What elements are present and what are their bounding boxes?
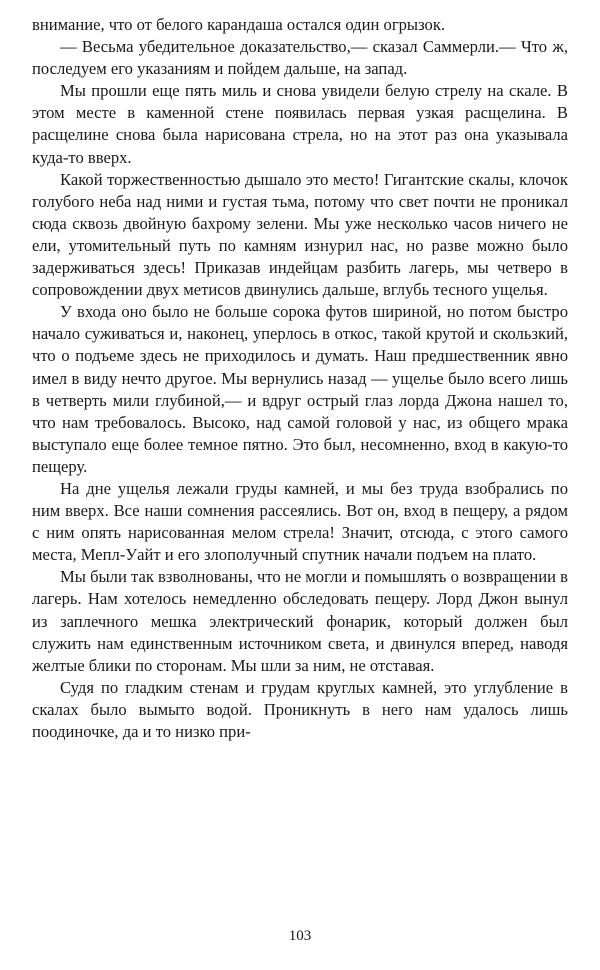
paragraph-excited: Мы были так взволнованы, что не могли и помышлять о возвращении в лагерь. Нам хотелось немедленно обследовать пещеру. Лорд Джон вынул из заплечного мешка электрический фонарик, который должен был служить нам единственным источником света, и двинулся вперед, наводя желтые блики по сторонам. Мы шли за ним, не отставая. (32, 567, 568, 675)
page-number: 103 (288, 928, 312, 944)
paragraph-gorge-entrance: У входа оно было не больше сорока футов шириной, но потом быстро начало суживаться и, наконец, уперлось в откос, такой крутой и скользкий, что о подъеме здесь не приходилось и думать. Наш предшественник явно имел в виду нечто другое. Мы вернулись назад — ущелье было всего лишь в четверть мили глубиной,— и вдруг острый глаз лорда Джона нашел то, что нам требовалось. Высоко, над самой головой у нас, из общего мрака выступало еще более темное пятно. Это был, несомненно, вход в какую-то пещеру. (32, 302, 568, 476)
paragraph-solemn-place: Какой торжественностью дышало это место! Гигантские скалы, клочок голубого неба над ними и густая тьма, потому что свет почти не проникал сюда сквозь двойную бахрому зелени. Мы уже несколько часов ничего не ели, утомительный путь по камням изнурил нас, но разве можно было задерживаться здесь! Приказав индейцам разбить лагерь, мы четверо в сопровождении двух метисов двинулись дальше, вглубь тесного ущелья. (32, 169, 568, 300)
paragraph-summerlee-quote: — Весьма убедительное доказательство,— сказал Саммерли.— Что ж, последуем его указаниям и пойдем дальше, на запад. (32, 37, 568, 79)
paragraph-smooth-walls: Судя по гладким стенам и грудам круглых камней, это углубление в скалах было вымыто водой. Проникнуть в него нам удалось лишь поодиночке, да и то низко при- (32, 677, 568, 741)
book-page (32, 14, 568, 743)
paragraph-cave-found: На дне ущелья лежали груды камней, и мы без труда взобрались по ним вверх. Все наши сомнения рассеялись. Вот он, вход в пещеру, а рядом с ним опять нарисованная мелом стрела! Значит, отсюда, с этого самого места, Мепл-Уайт и его злополучный спутник начали подъем на плато. (32, 478, 568, 565)
paragraph-white-arrow: Мы прошли еще пять миль и снова увидели белую стрелу на скале. В этом месте в каменной стене появилась первая узкая расщелина. В расщелине снова была нарисована стрела, но на этот раз она указывала куда-то вверх. (32, 81, 568, 167)
paragraph-continuation: внимание, что от белого карандаша остался один огрызок. (32, 15, 446, 34)
